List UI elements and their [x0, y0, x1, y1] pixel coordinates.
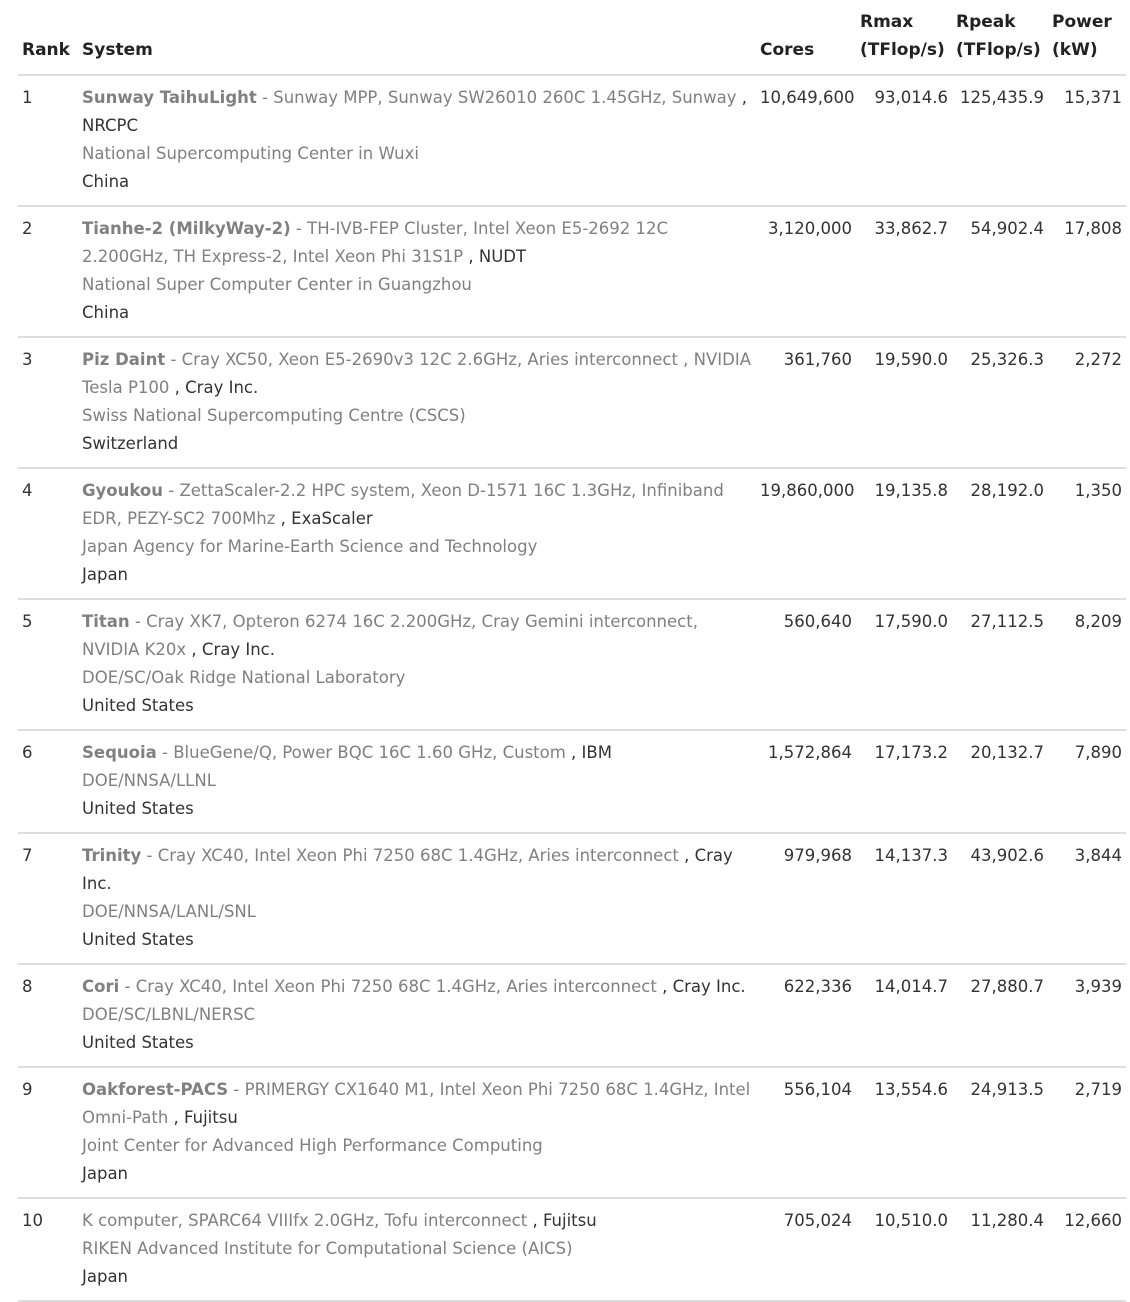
header-rpeak-label: Rpeak [956, 12, 1016, 32]
cores-cell: 3,120,000 [756, 206, 856, 337]
header-rpeak [952, 8, 1048, 75]
header-cores: Cores [756, 8, 856, 75]
rpeak-cell: 43,902.6 [952, 833, 1048, 964]
system-description-link[interactable]: - Sunway MPP, Sunway SW26010 260C 1.45GHz, Sunway [256, 88, 737, 107]
site-link[interactable]: Swiss National Supercomputing Centre (CSCS) [82, 406, 466, 425]
rmax-cell: 33,862.7 [856, 206, 952, 337]
table-row [18, 599, 1126, 730]
system-name-link[interactable]: Titan [82, 612, 130, 631]
country-link[interactable]: Switzerland [82, 434, 179, 453]
system-cell [78, 599, 756, 730]
vendor-link[interactable]: , ExaScaler [275, 509, 373, 528]
system-name-link[interactable]: Piz Daint [82, 350, 166, 369]
rmax-cell: 19,135.8 [856, 468, 952, 599]
ranking-table [18, 8, 1126, 1302]
system-description-link[interactable]: - Cray XC50, Xeon E5-2690v3 12C 2.6GHz, Aries interconnect , NVIDIA Tesla P100 [82, 350, 752, 397]
rpeak-cell: 20,132.7 [952, 730, 1048, 833]
country-link[interactable]: United States [82, 930, 194, 949]
system-description-link[interactable]: - Cray XC40, Intel Xeon Phi 7250 68C 1.4GHz, Aries interconnect [141, 846, 679, 865]
table-row [18, 730, 1126, 833]
rpeak-cell: 54,902.4 [952, 206, 1048, 337]
vendor-link[interactable]: , Fujitsu [527, 1211, 597, 1230]
rank-cell: 4 [18, 468, 78, 599]
rpeak-cell: 24,913.5 [952, 1067, 1048, 1198]
rmax-cell: 17,173.2 [856, 730, 952, 833]
header-system: System [78, 8, 756, 75]
rmax-cell: 19,590.0 [856, 337, 952, 468]
rpeak-cell: 27,112.5 [952, 599, 1048, 730]
power-cell: 7,890 [1048, 730, 1126, 833]
cores-cell: 361,760 [756, 337, 856, 468]
power-cell: 3,939 [1048, 964, 1126, 1067]
site-link[interactable]: Joint Center for Advanced High Performance Computing [82, 1136, 543, 1155]
power-cell: 15,371 [1048, 75, 1126, 206]
country-link[interactable]: Japan [82, 565, 129, 584]
power-cell: 3,844 [1048, 833, 1126, 964]
header-rpeak-unit: (TFlop/s) [956, 40, 1041, 60]
system-cell [78, 730, 756, 833]
site-link[interactable]: DOE/NNSA/LLNL [82, 771, 216, 790]
rank-cell: 7 [18, 833, 78, 964]
system-description-link[interactable]: - Cray XC40, Intel Xeon Phi 7250 68C 1.4GHz, Aries interconnect [119, 977, 657, 996]
system-cell [78, 833, 756, 964]
rmax-cell: 17,590.0 [856, 599, 952, 730]
country-link[interactable]: Japan [82, 1267, 129, 1286]
power-cell: 12,660 [1048, 1198, 1126, 1301]
system-description-link[interactable]: K computer, SPARC64 VIIIfx 2.0GHz, Tofu interconnect [82, 1211, 528, 1230]
system-description-link[interactable]: - TH-IVB-FEP Cluster, Intel Xeon E5-2692 12C 2.200GHz, TH Express-2, Intel Xeon Phi 31S1P [82, 219, 669, 266]
power-cell: 2,719 [1048, 1067, 1126, 1198]
cores-cell: 560,640 [756, 599, 856, 730]
cores-cell: 705,024 [756, 1198, 856, 1301]
system-name-link[interactable]: Sequoia [82, 743, 157, 762]
system-description-link[interactable]: - Cray XK7, Opteron 6274 16C 2.200GHz, Cray Gemini interconnect, NVIDIA K20x [82, 612, 698, 659]
cores-cell: 622,336 [756, 964, 856, 1067]
header-rmax-unit: (TFlop/s) [860, 40, 945, 60]
site-link[interactable]: National Super Computer Center in Guangzhou [82, 275, 472, 294]
vendor-link[interactable]: , Cray Inc. [186, 640, 275, 659]
rpeak-cell: 11,280.4 [952, 1198, 1048, 1301]
header-power-unit: (kW) [1052, 40, 1098, 60]
vendor-link[interactable]: , Cray Inc. [169, 378, 259, 397]
table-row [18, 75, 1126, 206]
country-link[interactable]: China [82, 172, 130, 191]
system-name-link[interactable]: Trinity [82, 846, 142, 865]
header-rmax-label: Rmax [860, 12, 914, 32]
system-name-link[interactable]: Oakforest-PACS [82, 1080, 229, 1099]
country-link[interactable]: China [82, 303, 130, 322]
power-cell: 17,808 [1048, 206, 1126, 337]
table-row [18, 1198, 1126, 1301]
rpeak-cell: 125,435.9 [952, 75, 1048, 206]
system-name-link[interactable]: Gyoukou [82, 481, 163, 500]
table-row [18, 206, 1126, 337]
country-link[interactable]: United States [82, 799, 194, 818]
rmax-cell: 14,137.3 [856, 833, 952, 964]
rank-cell: 9 [18, 1067, 78, 1198]
system-name-link[interactable]: Sunway TaihuLight [82, 88, 257, 107]
system-name-link[interactable]: Tianhe-2 (MilkyWay-2) [82, 219, 291, 238]
vendor-link[interactable]: , Fujitsu [168, 1108, 238, 1127]
rank-cell: 2 [18, 206, 78, 337]
cores-cell: 19,860,000 [756, 468, 856, 599]
rmax-cell: 93,014.6 [856, 75, 952, 206]
rpeak-cell: 28,192.0 [952, 468, 1048, 599]
header-power-label: Power [1052, 12, 1112, 32]
rank-cell: 3 [18, 337, 78, 468]
cores-cell: 10,649,600 [756, 75, 856, 206]
table-body [18, 75, 1126, 1301]
table-row [18, 833, 1126, 964]
country-link[interactable]: Japan [82, 1164, 129, 1183]
table-row [18, 337, 1126, 468]
system-description-link[interactable]: - BlueGene/Q, Power BQC 16C 1.60 GHz, Custom [156, 743, 566, 762]
rmax-cell: 10,510.0 [856, 1198, 952, 1301]
system-description-link[interactable]: - PRIMERGY CX1640 M1, Intel Xeon Phi 7250 68C 1.4GHz, Intel Omni-Path [82, 1080, 751, 1127]
rmax-cell: 14,014.7 [856, 964, 952, 1067]
vendor-link[interactable]: , IBM [565, 743, 612, 762]
cores-cell: 979,968 [756, 833, 856, 964]
rank-cell: 8 [18, 964, 78, 1067]
cores-cell: 556,104 [756, 1067, 856, 1198]
rank-cell: 5 [18, 599, 78, 730]
site-link[interactable]: Japan Agency for Marine-Earth Science and Technology [82, 537, 538, 556]
header-rmax [856, 8, 952, 75]
cores-cell: 1,572,864 [756, 730, 856, 833]
system-cell [78, 75, 756, 206]
vendor-link[interactable]: , Cray Inc. [82, 846, 733, 893]
vendor-link[interactable]: , NUDT [463, 247, 527, 266]
rpeak-cell: 25,326.3 [952, 337, 1048, 468]
site-link[interactable]: DOE/SC/LBNL/NERSC [82, 1005, 256, 1024]
vendor-link[interactable]: , Cray Inc. [656, 977, 746, 996]
system-cell [78, 1198, 756, 1301]
table-header [18, 8, 1126, 75]
site-link[interactable]: RIKEN Advanced Institute for Computational Science (AICS) [82, 1239, 573, 1258]
header-rank: Rank [18, 8, 78, 75]
site-link[interactable]: DOE/NNSA/LANL/SNL [82, 902, 256, 921]
system-cell [78, 468, 756, 599]
power-cell: 2,272 [1048, 337, 1126, 468]
country-link[interactable]: United States [82, 1033, 194, 1052]
table-row [18, 468, 1126, 599]
table-row [18, 1067, 1126, 1198]
power-cell: 1,350 [1048, 468, 1126, 599]
site-link[interactable]: National Supercomputing Center in Wuxi [82, 144, 419, 163]
table-row [18, 964, 1126, 1067]
system-description-link[interactable]: - ZettaScaler-2.2 HPC system, Xeon D-1571 16C 1.3GHz, Infiniband EDR, PEZY-SC2 700Mhz [82, 481, 724, 528]
system-cell [78, 206, 756, 337]
site-link[interactable]: DOE/SC/Oak Ridge National Laboratory [82, 668, 406, 687]
system-cell [78, 337, 756, 468]
rank-cell: 10 [18, 1198, 78, 1301]
header-power [1048, 8, 1126, 75]
power-cell: 8,209 [1048, 599, 1126, 730]
system-cell [78, 964, 756, 1067]
rmax-cell: 13,554.6 [856, 1067, 952, 1198]
rank-cell: 6 [18, 730, 78, 833]
rpeak-cell: 27,880.7 [952, 964, 1048, 1067]
rank-cell: 1 [18, 75, 78, 206]
country-link[interactable]: United States [82, 696, 194, 715]
system-cell [78, 1067, 756, 1198]
vendor-link[interactable]: , NRCPC [82, 88, 747, 135]
system-name-link[interactable]: Cori [82, 977, 120, 996]
